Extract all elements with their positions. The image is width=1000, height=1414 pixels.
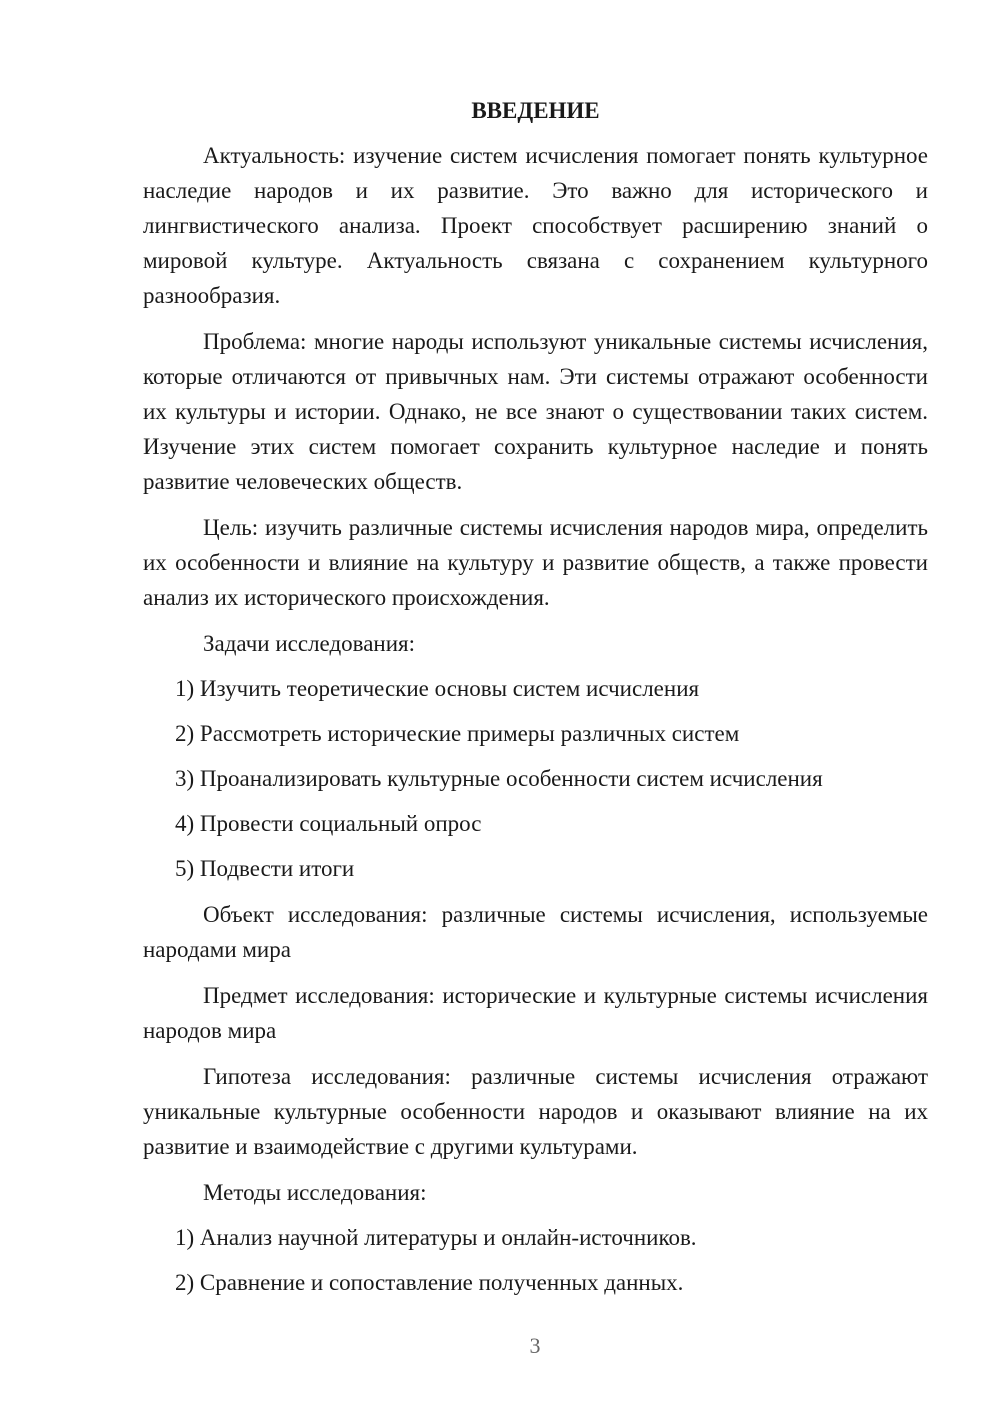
tasks-heading: Задачи исследования: bbox=[203, 631, 416, 656]
paragraph-goal: Цель: изучить различные системы исчисления народов мира, определить их особенности и влияние на культуру и развитие обществ, а также провести анализ их исторического происхождения. bbox=[143, 515, 928, 610]
tasks-list bbox=[143, 671, 928, 886]
task-item: 1) Изучить теоретические основы систем исчисления bbox=[175, 676, 700, 701]
method-item: 2) Сравнение и сопоставление полученных данных. bbox=[175, 1270, 684, 1295]
task-item: 3) Проанализировать культурные особенности систем исчисления bbox=[175, 766, 823, 791]
paragraph-object: Объект исследования: различные системы исчисления, используемые народами мира bbox=[143, 902, 928, 962]
page-number: 3 bbox=[529, 1333, 541, 1358]
method-item: 1) Анализ научной литературы и онлайн-источников. bbox=[175, 1225, 697, 1250]
paragraph-problem: Проблема: многие народы используют уникальные системы исчисления, которые отличаются от привычных нам. Эти системы отражают особенности их культуры и истории. Однако, не все знают о существовании таких систем. Изучение этих систем помогает сохранить культурное наследие и понять развитие человеческих обществ. bbox=[143, 329, 928, 494]
task-item: 2) Рассмотреть исторические примеры различных систем bbox=[175, 721, 740, 746]
paragraph-relevance: Актуальность: изучение систем исчисления помогает понять культурное наследие народов и их развитие. Это важно для исторического и лингвистического анализа. Проект способствует расширению знаний о мировой культуре. Актуальность связана с сохранением культурного разнообразия. bbox=[143, 143, 928, 308]
section-title: ВВЕДЕНИЕ bbox=[471, 98, 600, 123]
paragraph-subject: Предмет исследования: исторические и культурные системы исчисления народов мира bbox=[143, 983, 928, 1043]
methods-list bbox=[143, 1220, 928, 1300]
paragraph-hypothesis: Гипотеза исследования: различные системы исчисления отражают уникальные культурные особенности народов и оказывают влияние на их развитие и взаимодействие с другими культурами. bbox=[143, 1064, 928, 1159]
task-item: 4) Провести социальный опрос bbox=[175, 811, 482, 836]
page-content bbox=[143, 96, 928, 1300]
methods-heading: Методы исследования: bbox=[203, 1180, 427, 1205]
task-item: 5) Подвести итоги bbox=[175, 856, 355, 881]
